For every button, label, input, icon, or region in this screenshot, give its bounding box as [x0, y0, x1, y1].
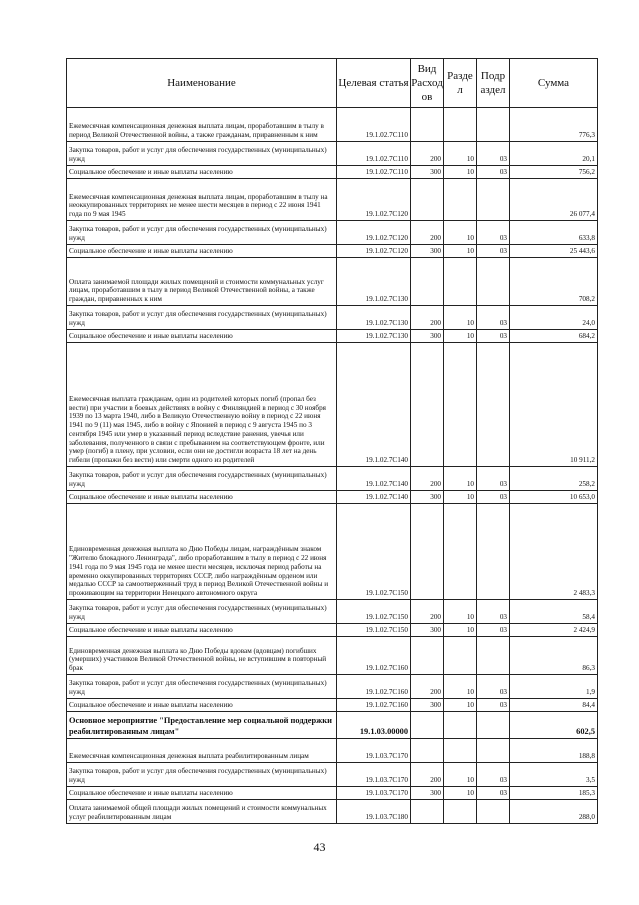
cell-name: Закупка товаров, работ и услуг для обеспечения государственных (муниципальных) нужд: [67, 306, 337, 330]
table-row: [67, 166, 598, 179]
cell-name: Закупка товаров, работ и услуг для обеспечения государственных (муниципальных) нужд: [67, 221, 337, 245]
cell-sum: 86,3: [510, 637, 598, 675]
cell-section: 10: [444, 142, 477, 166]
cell-target: 19.1.02.7С150: [337, 600, 411, 624]
cell-subsection: [477, 800, 510, 824]
table-row: [67, 787, 598, 800]
cell-section: 10: [444, 600, 477, 624]
cell-target: 19.1.03.7С180: [337, 800, 411, 824]
cell-sum: 258,2: [510, 467, 598, 491]
cell-section: 10: [444, 763, 477, 787]
cell-sum: 25 443,6: [510, 245, 598, 258]
cell-type: 200: [411, 221, 444, 245]
table-row: [67, 258, 598, 306]
table-row: [67, 800, 598, 824]
cell-sum: 84,4: [510, 699, 598, 712]
cell-target: 19.1.03.7С170: [337, 739, 411, 763]
cell-sum: 776,3: [510, 108, 598, 142]
cell-sum: 24,0: [510, 306, 598, 330]
cell-subsection: 03: [477, 600, 510, 624]
cell-section: [444, 637, 477, 675]
cell-subsection: 03: [477, 306, 510, 330]
cell-sum: 26 077,4: [510, 179, 598, 221]
cell-target: 19.1.02.7С130: [337, 306, 411, 330]
cell-target: 19.1.02.7С130: [337, 330, 411, 343]
header-name: Наименование: [67, 59, 337, 108]
table-row: [67, 245, 598, 258]
cell-section: [444, 108, 477, 142]
cell-sum: 602,5: [510, 712, 598, 739]
cell-sum: 3,5: [510, 763, 598, 787]
cell-subsection: 03: [477, 763, 510, 787]
cell-section: [444, 179, 477, 221]
cell-subsection: [477, 258, 510, 306]
cell-section: 10: [444, 624, 477, 637]
cell-type: [411, 108, 444, 142]
cell-sum: 756,2: [510, 166, 598, 179]
cell-type: [411, 712, 444, 739]
header-subsection: Подр аздел: [477, 59, 510, 108]
table-row: [67, 179, 598, 221]
cell-subsection: [477, 637, 510, 675]
cell-name: Оплата занимаемой площади жилых помещений и стоимости коммунальных услуг лицам, проработавшим в тылу в период Великой Отечественной войны, а также граждан, приравненных к ним: [67, 258, 337, 306]
cell-target: 19.1.02.7С110: [337, 142, 411, 166]
cell-name: Социальное обеспечение и иные выплаты населению: [67, 166, 337, 179]
cell-name: Социальное обеспечение и иные выплаты населению: [67, 787, 337, 800]
cell-type: [411, 258, 444, 306]
cell-target: 19.1.02.7С160: [337, 699, 411, 712]
table-row: [67, 504, 598, 600]
cell-subsection: 03: [477, 675, 510, 699]
cell-type: 300: [411, 245, 444, 258]
cell-section: [444, 258, 477, 306]
cell-sum: 58,4: [510, 600, 598, 624]
cell-section: 10: [444, 330, 477, 343]
cell-type: 300: [411, 491, 444, 504]
cell-type: 300: [411, 166, 444, 179]
table-row: [67, 763, 598, 787]
table-row: [67, 624, 598, 637]
cell-name: Ежемесячная компенсационная денежная выплата лицам, проработавшим в тылу в период Великой Отечественной войны, а также гражданам, приравненным к ним: [67, 108, 337, 142]
cell-subsection: 03: [477, 221, 510, 245]
cell-type: 300: [411, 624, 444, 637]
table-row: [67, 712, 598, 739]
table-row: [67, 330, 598, 343]
budget-table: [66, 58, 598, 824]
cell-name: Основное мероприятие "Предоставление мер социальной поддержки реабилитированным лицам": [67, 712, 337, 739]
cell-section: 10: [444, 221, 477, 245]
cell-sum: 684,2: [510, 330, 598, 343]
table-row: [67, 467, 598, 491]
cell-target: 19.1.02.7С110: [337, 166, 411, 179]
table-row: [67, 699, 598, 712]
table-row: [67, 675, 598, 699]
cell-name: Закупка товаров, работ и услуг для обеспечения государственных (муниципальных) нужд: [67, 467, 337, 491]
cell-subsection: 03: [477, 245, 510, 258]
header-target: Целевая статья: [337, 59, 411, 108]
cell-sum: 185,3: [510, 787, 598, 800]
cell-name: Единовременная денежная выплата ко Дню Победы лицам, награждённым знаком "Жителю блокадного Ленинграда", либо проработавшим в тылу в период с 22 июня 1941 года по 9 мая 1945 года не менее шести месяцев, исключая период работы на временно оккупированных территориях СССР, либо награждённым орденом или медалью СССР за самоотверженный труд в период Великой Отечественной войны и проживающим на территории Ненецкого автономного округа: [67, 504, 337, 600]
cell-target: 19.1.02.7С130: [337, 258, 411, 306]
cell-sum: 10 653,0: [510, 491, 598, 504]
cell-section: 10: [444, 245, 477, 258]
cell-target: 19.1.03.00000: [337, 712, 411, 739]
cell-type: 300: [411, 699, 444, 712]
cell-type: [411, 343, 444, 467]
cell-subsection: [477, 179, 510, 221]
cell-subsection: [477, 343, 510, 467]
cell-subsection: 03: [477, 699, 510, 712]
cell-subsection: 03: [477, 787, 510, 800]
cell-target: 19.1.02.7С120: [337, 221, 411, 245]
cell-target: 19.1.02.7С160: [337, 637, 411, 675]
cell-sum: 633,8: [510, 221, 598, 245]
cell-subsection: 03: [477, 467, 510, 491]
cell-section: [444, 343, 477, 467]
cell-subsection: 03: [477, 142, 510, 166]
cell-target: 19.1.02.7С140: [337, 491, 411, 504]
table-row: [67, 491, 598, 504]
cell-section: 10: [444, 675, 477, 699]
cell-name: Социальное обеспечение и иные выплаты населению: [67, 491, 337, 504]
cell-sum: 20,1: [510, 142, 598, 166]
cell-name: Закупка товаров, работ и услуг для обеспечения государственных (муниципальных) нужд: [67, 142, 337, 166]
cell-section: 10: [444, 306, 477, 330]
header-sum: Сумма: [510, 59, 598, 108]
cell-name: Социальное обеспечение и иные выплаты населению: [67, 330, 337, 343]
cell-name: Закупка товаров, работ и услуг для обеспечения государственных (муниципальных) нужд: [67, 675, 337, 699]
cell-name: Социальное обеспечение и иные выплаты населению: [67, 245, 337, 258]
cell-subsection: 03: [477, 166, 510, 179]
cell-target: 19.1.02.7С120: [337, 245, 411, 258]
cell-target: 19.1.02.7С160: [337, 675, 411, 699]
cell-section: 10: [444, 787, 477, 800]
cell-type: 300: [411, 787, 444, 800]
cell-section: [444, 800, 477, 824]
cell-type: [411, 739, 444, 763]
cell-type: [411, 637, 444, 675]
cell-target: 19.1.03.7С170: [337, 787, 411, 800]
cell-type: [411, 504, 444, 600]
cell-type: 200: [411, 675, 444, 699]
table-header-row: [67, 59, 598, 108]
cell-name: Ежемесячная компенсационная денежная выплата реабилитированным лицам: [67, 739, 337, 763]
table-row: [67, 142, 598, 166]
cell-type: 200: [411, 467, 444, 491]
cell-sum: 10 911,2: [510, 343, 598, 467]
cell-section: 10: [444, 467, 477, 491]
cell-type: 200: [411, 763, 444, 787]
cell-section: [444, 504, 477, 600]
cell-name: Единовременная денежная выплата ко Дню Победы вдовам (вдовцам) погибших (умерших) участников Великой Отечественной войны, не вступившим в повторный брак: [67, 637, 337, 675]
cell-type: 200: [411, 306, 444, 330]
cell-type: 300: [411, 330, 444, 343]
table-row: [67, 739, 598, 763]
cell-sum: 288,0: [510, 800, 598, 824]
table-row: [67, 306, 598, 330]
cell-subsection: 03: [477, 330, 510, 343]
cell-subsection: 03: [477, 491, 510, 504]
cell-target: 19.1.02.7С120: [337, 179, 411, 221]
table-row: [67, 221, 598, 245]
cell-type: 200: [411, 600, 444, 624]
cell-target: 19.1.03.7С170: [337, 763, 411, 787]
cell-subsection: [477, 504, 510, 600]
cell-section: [444, 712, 477, 739]
header-type: Вид Расход ов: [411, 59, 444, 108]
table-body: [67, 108, 598, 824]
cell-type: [411, 800, 444, 824]
cell-target: 19.1.02.7С110: [337, 108, 411, 142]
cell-name: Социальное обеспечение и иные выплаты населению: [67, 624, 337, 637]
table-row: [67, 600, 598, 624]
cell-target: 19.1.02.7С150: [337, 504, 411, 600]
cell-name: Ежемесячная компенсационная денежная выплата лицам, проработавшим в тылу на неоккупированных территориях не менее шести месяцев в период с 22 июня 1941 года по 9 мая 1945: [67, 179, 337, 221]
cell-target: 19.1.02.7С140: [337, 467, 411, 491]
cell-name: Закупка товаров, работ и услуг для обеспечения государственных (муниципальных) нужд: [67, 600, 337, 624]
cell-section: [444, 739, 477, 763]
cell-name: Оплата занимаемой общей площади жилых помещений и стоимости коммунальных услуг реабилитированным лицам: [67, 800, 337, 824]
cell-name: Ежемесячная выплата гражданам, один из родителей которых погиб (пропал без вести) при участии в боевых действиях в войну с Финляндией в период с 30 ноября 1939 по 13 марта 1940, либо в Великую Отечественную войну в период с 22 июня 1941 по 9 (11) мая 1945, либо в войну с Японией в период с 9 августа 1945 по 3 сентября 1945 или умер в указанный период вследствие ранения, увечья или заболевания, полученного в связи с пребыванием на соответствующем фронте, или умер (погиб) в плену, при условии, если они не достигли возраста 18 лет на день гибели (пропажи без вести) или смерти одного из родителей: [67, 343, 337, 467]
cell-subsection: [477, 739, 510, 763]
cell-type: [411, 179, 444, 221]
cell-subsection: [477, 108, 510, 142]
page-number: 43: [313, 840, 326, 854]
table-row: [67, 343, 598, 467]
cell-name: Закупка товаров, работ и услуг для обеспечения государственных (муниципальных) нужд: [67, 763, 337, 787]
cell-sum: 188,8: [510, 739, 598, 763]
cell-subsection: 03: [477, 624, 510, 637]
cell-sum: 1,9: [510, 675, 598, 699]
cell-sum: 2 483,3: [510, 504, 598, 600]
cell-sum: 708,2: [510, 258, 598, 306]
cell-target: 19.1.02.7С140: [337, 343, 411, 467]
cell-type: 200: [411, 142, 444, 166]
cell-sum: 2 424,9: [510, 624, 598, 637]
cell-subsection: [477, 712, 510, 739]
cell-name: Социальное обеспечение и иные выплаты населению: [67, 699, 337, 712]
cell-section: 10: [444, 491, 477, 504]
table-row: [67, 108, 598, 142]
cell-section: 10: [444, 699, 477, 712]
header-section: Разде л: [444, 59, 477, 108]
cell-section: 10: [444, 166, 477, 179]
cell-target: 19.1.02.7С150: [337, 624, 411, 637]
table-row: [67, 637, 598, 675]
